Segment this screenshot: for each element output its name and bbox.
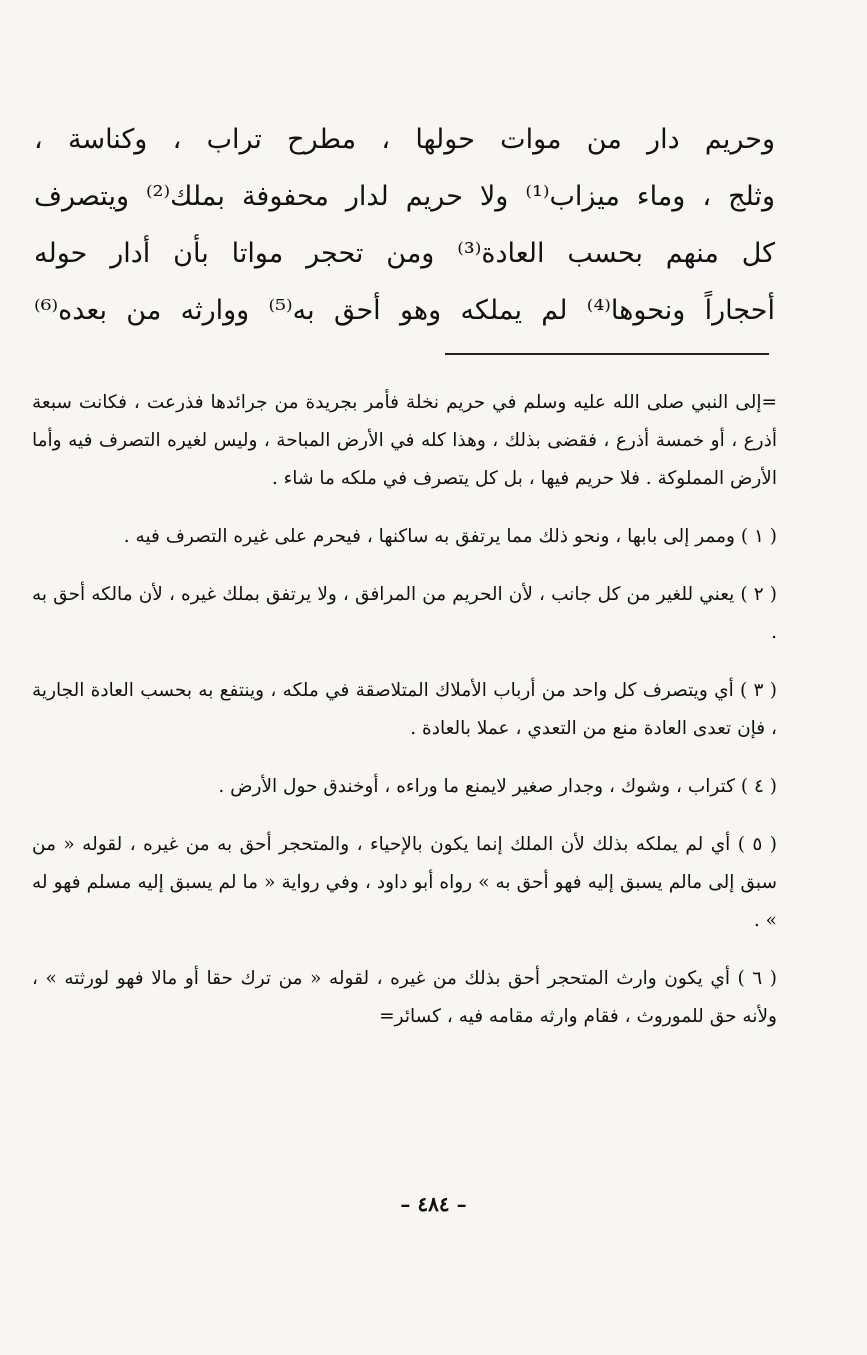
- main-text: [34, 111, 775, 339]
- page-number: – ٤٨٤ –: [400, 1192, 467, 1216]
- footnote-5: ( ٥ ) أي لم يملكه بذلك لأن الملك إنما يكون بالإحياء ، والمتحجر أحق به من غيره ، لقوله « من سبق إلى مالم يسبق إليه فهو أحق به » رواه أبو داود ، وفي رواية « ما لم يسبق إليه مسلم فهو له » .: [32, 834, 777, 931]
- footnote-1: ( ١ ) وممر إلى بابها ، ونحو ذلك مما يرتفق به ساكنها ، فيحرم على غيره التصرف فيه .: [123, 526, 777, 547]
- main-text-line: أحجاراً ونحوها⁽⁴⁾ لم يملكه وهو أحق به⁽⁵⁾ ووارثه من بعده⁽⁶⁾: [34, 295, 775, 326]
- footnote-continuation: =إلى النبي صلى الله عليه وسلم في حريم نخلة فأمر بجريدة من جرائدها فذرعت ، فكانت سبعة أذرع ، أو خمسة أذرع ، فقضى بذلك ، وهذا كله في الأرض المباحة ، وليس لغيره التصرف فيه وأما الأرض المملوكة . فلا حريم فيها ، بل كل يتصرف في ملكه ما شاء .: [32, 392, 777, 489]
- main-text-line: وحريم دار من موات حولها ، مطرح تراب ، وكناسة ،: [34, 124, 775, 155]
- footnotes-section: [32, 384, 777, 1036]
- main-text-line: وثلج ، وماء ميزاب⁽¹⁾ ولا حريم لدار محفوفة بملك⁽²⁾ ويتصرف: [34, 181, 775, 212]
- footnote-2: ( ٢ ) يعني للغير من كل جانب ، لأن الحريم من المرافق ، ولا يرتفق بملك غيره ، لأن مالكه أحق به .: [32, 584, 777, 643]
- main-text-line: كل منهم بحسب العادة⁽³⁾ ومن تحجر مواتا بأن أدار حوله: [34, 238, 775, 269]
- footnote-divider: [445, 353, 769, 355]
- footnote-6: ( ٦ ) أي يكون وارث المتحجر أحق بذلك من غيره ، لقوله « من ترك حقا أو مالا فهو لورثته » ، ولأنه حق للموروث ، فقام وارثه مقامه فيه ، كسائر=: [32, 968, 777, 1027]
- footnote-4: ( ٤ ) كتراب ، وشوك ، وجدار صغير لايمنع ما وراءه ، أوخندق حول الأرض .: [218, 776, 777, 797]
- footnote-3: ( ٣ ) أي ويتصرف كل واحد من أرباب الأملاك المتلاصقة في ملكه ، وينتفع به بحسب العادة الجارية ، فإن تعدى العادة منع من التعدي ، عملا بالعادة .: [32, 680, 777, 739]
